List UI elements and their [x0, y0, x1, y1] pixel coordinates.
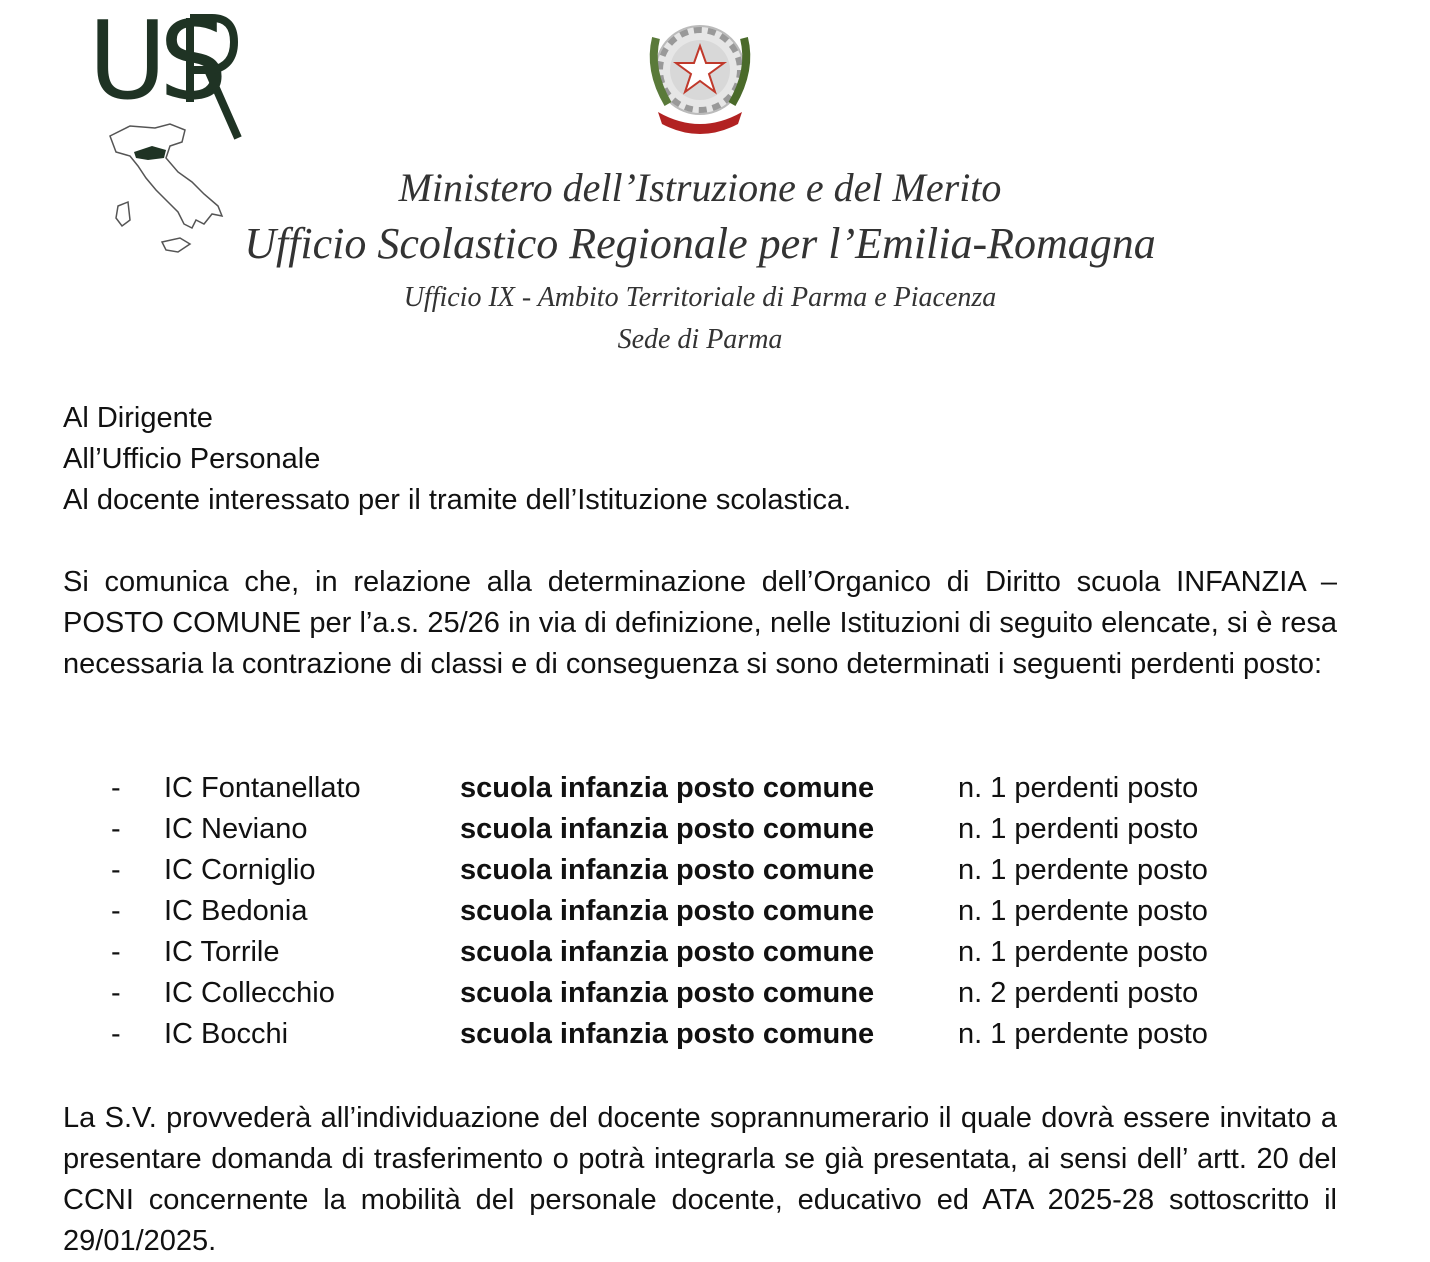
lost-posts-count: n. 2 perdenti posto	[958, 977, 1199, 1009]
intro-paragraph: Si comunica che, in relazione alla determinazione dell’Organico di Diritto scuola INFANZIA – POSTO COMUNE per l’a.s. 25/26 in via di definizione, nelle Istituzioni di seguito elencate, si è resa necessaria la contrazione di classi e di conseguenza si sono determinati i seguenti perdenti posto:	[63, 566, 1337, 680]
institution-name: IC Bedonia	[164, 895, 308, 927]
lost-posts-count: n. 1 perdenti posto	[958, 813, 1199, 845]
institution-name: IC Collecchio	[164, 977, 335, 1009]
list-bullet: -	[111, 772, 121, 804]
institution-name: IC Torrile	[164, 936, 280, 968]
ministry-title: Ministero dell’Istruzione e del Merito	[398, 165, 1002, 210]
school-type: scuola infanzia posto comune	[460, 1018, 875, 1050]
lost-posts-count: n. 1 perdenti posto	[958, 772, 1199, 804]
list-bullet: -	[111, 1018, 121, 1050]
usr-logo-r-icon	[184, 14, 244, 144]
school-type: scuola infanzia posto comune	[460, 977, 875, 1009]
addressee-line: Al Dirigente	[63, 402, 213, 434]
closing-paragraph: La S.V. provvederà all’individuazione del docente soprannumerario il quale dovrà essere invitato a presentare domanda di trasferimento o potrà integrarla se già presentata, ai sensi dell’ artt. 20 del CCNI concernente la mobilità del personale docente, educativo ed ATA 2025-28 sottoscritto il 29/01/2025.	[63, 1102, 1337, 1257]
school-type: scuola infanzia posto comune	[460, 854, 875, 886]
lost-posts-count: n. 1 perdente posto	[958, 895, 1208, 927]
addressee-line: Al docente interessato per il tramite dell’Istituzione scolastica.	[63, 484, 852, 516]
list-item	[63, 932, 1363, 973]
list-bullet: -	[111, 854, 121, 886]
school-type: scuola infanzia posto comune	[460, 772, 875, 804]
addressees-block	[63, 398, 1337, 521]
institution-name: IC Neviano	[164, 813, 308, 845]
seat-title: Sede di Parma	[617, 324, 783, 355]
list-bullet: -	[111, 977, 121, 1009]
institution-name: IC Fontanellato	[164, 772, 361, 804]
list-bullet: -	[111, 895, 121, 927]
addressee-line: All’Ufficio Personale	[63, 443, 321, 475]
institution-name: IC Corniglio	[164, 854, 316, 886]
lost-posts-list	[63, 768, 1363, 1055]
list-item	[63, 973, 1363, 1014]
regional-office-title: Ufficio Scolastico Regionale per l’Emilia-Romagna	[244, 219, 1156, 268]
lost-posts-count: n. 1 perdente posto	[958, 936, 1208, 968]
school-type: scuola infanzia posto comune	[460, 936, 875, 968]
institution-name: IC Bocchi	[164, 1018, 289, 1050]
list-item	[63, 891, 1363, 932]
list-item	[63, 1014, 1363, 1055]
school-type: scuola infanzia posto comune	[460, 813, 875, 845]
list-item	[63, 809, 1363, 850]
school-type: scuola infanzia posto comune	[460, 895, 875, 927]
list-item	[63, 850, 1363, 891]
republic-emblem-icon	[638, 8, 762, 136]
list-item	[63, 768, 1363, 809]
territorial-office-title: Ufficio IX - Ambito Territoriale di Parma e Piacenza	[403, 282, 997, 313]
usr-logo-letters: US	[88, 0, 220, 124]
lost-posts-count: n. 1 perdente posto	[958, 1018, 1208, 1050]
list-bullet: -	[111, 813, 121, 845]
list-bullet: -	[111, 936, 121, 968]
lost-posts-count: n. 1 perdente posto	[958, 854, 1208, 886]
